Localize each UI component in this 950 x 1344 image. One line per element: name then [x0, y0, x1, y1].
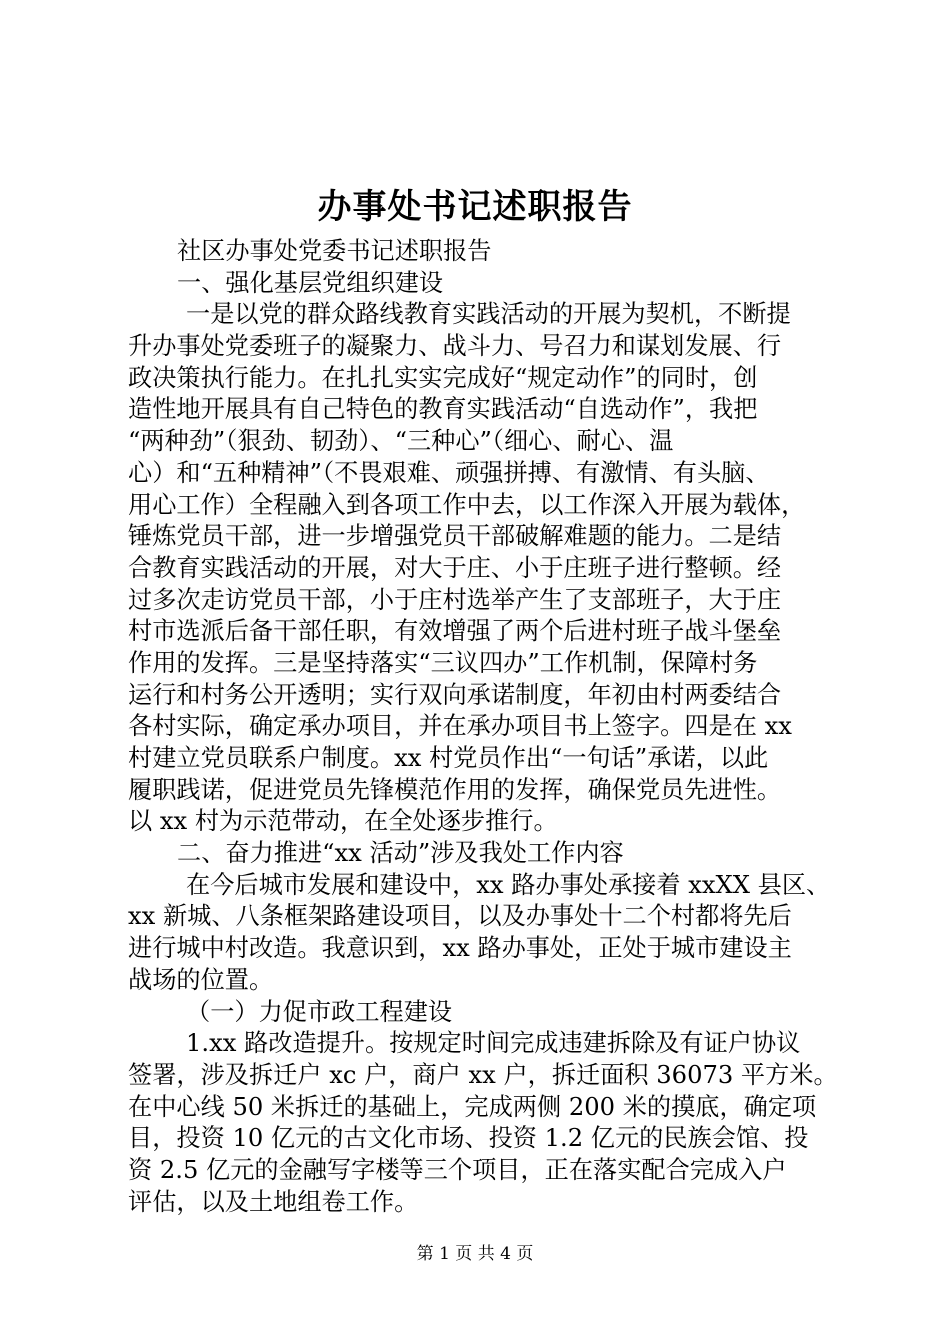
text-line: 战场的位置。: [128, 965, 274, 994]
text-line: 评估，以及土地组卷工作。: [128, 1187, 419, 1216]
text-line: “两种劲”（狠劲、韧劲）、“三种心”（细心、耐心、温: [128, 427, 674, 456]
text-line: 进行城中村改造。我意识到，xx 路办事处，正处于城市建设主: [128, 934, 792, 963]
document-title: 办事处书记述职报告: [317, 187, 633, 227]
text-line: 目，投资 10 亿元的古文化市场、投资 1.2 亿元的民族会馆、投: [128, 1124, 809, 1153]
text-line: 各村实际，确定承办项目，并在承办项目书上签字。四是在 xx: [128, 712, 792, 741]
text-line: 签署，涉及拆迁户 xc 户，商户 xx 户，拆迁面积 36073 平方米。: [128, 1060, 838, 1089]
text-line: 1.xx 路改造提升。按规定时间完成违建拆除及有证户协议: [186, 1029, 801, 1058]
text-line: 过多次走访党员干部，小于庄村选举产生了支部班子，大于庄: [128, 585, 782, 614]
text-line: 二、奋力推进“xx 活动”涉及我处工作内容: [177, 839, 624, 868]
text-line: 以 xx 村为示范带动，在全处逐步推行。: [128, 807, 558, 836]
text-line: 锤炼党员干部，进一步增强党员干部破解难题的能力。二是结: [128, 522, 782, 551]
text-line: 用心工作）全程融入到各项工作中去，以工作深入开展为载体，: [128, 490, 806, 519]
text-line: 造性地开展具有自己特色的教育实践活动“自选动作”，我把: [128, 395, 758, 424]
text-line: 村市选派后备干部任职，有效增强了两个后进村班子战斗堡垒: [128, 617, 782, 646]
text-line: 心）和“五种精神”（不畏艰难、顽强拼搏、有激情、有头脑、: [128, 458, 770, 487]
text-line: 一、强化基层党组织建设: [177, 268, 444, 297]
text-line: 在今后城市发展和建设中，xx 路办事处承接着 xxXX 县区、: [186, 870, 831, 899]
text-line: 作用的发挥。三是坚持落实“三议四办”工作机制，保障村务: [128, 648, 758, 677]
document-body: [128, 236, 840, 1218]
text-line: 一是以党的群众路线教育实践活动的开展为契机，不断提: [186, 300, 791, 329]
page-footer: 第 1 页 共 4 页: [416, 1244, 534, 1264]
text-line: 在中心线 50 米拆迁的基础上，完成两侧 200 米的摸底，确定项: [128, 1092, 817, 1121]
text-line: （一）力促市政工程建设: [186, 997, 453, 1026]
text-line: 升办事处党委班子的凝聚力、战斗力、号召力和谋划发展、行: [128, 332, 782, 361]
text-line: 社区办事处党委书记述职报告: [177, 237, 492, 265]
text-line: 资 2.5 亿元的金融写字楼等三个项目，正在落实配合完成入户: [128, 1155, 787, 1184]
text-line: 村建立党员联系户制度。xx 村党员作出“一句话”承诺，以此: [128, 744, 769, 772]
text-line: xx 新城、八条框架路建设项目，以及办事处十二个村都将先后: [128, 902, 792, 931]
text-line: 政决策执行能力。在扎扎实实完成好“规定动作”的同时，创: [128, 363, 758, 392]
text-line: 运行和村务公开透明；实行双向承诺制度，年初由村两委结合: [128, 680, 782, 709]
text-line: 合教育实践活动的开展，对大于庄、小于庄班子进行整顿。经: [128, 553, 782, 582]
text-line: 履职践诺，促进党员先锋模范作用的发挥，确保党员先进性。: [128, 775, 782, 804]
